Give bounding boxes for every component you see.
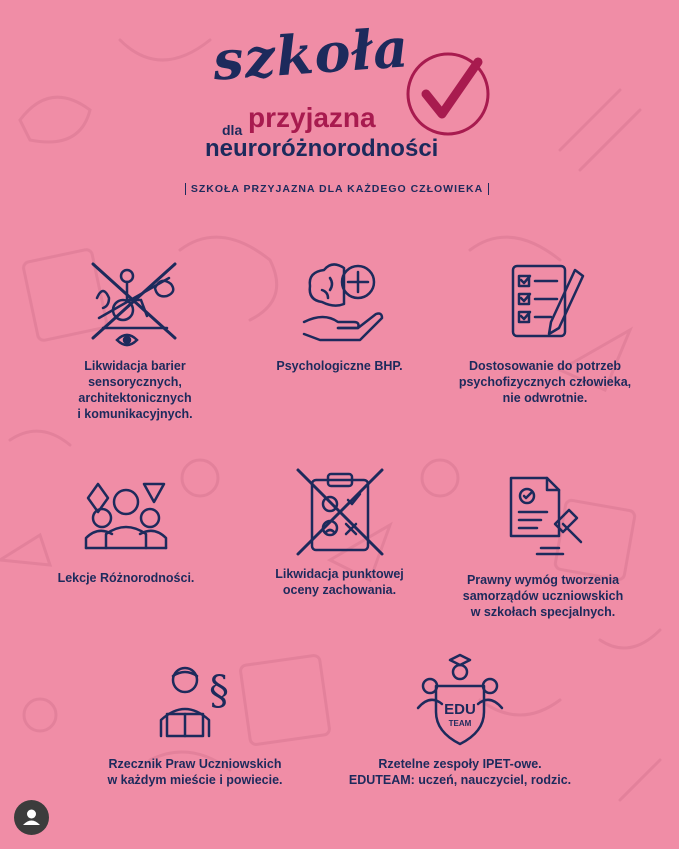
logo-przyjazna: przyjazna	[248, 102, 376, 133]
eduteam-badge-sub: TEAM	[448, 719, 472, 728]
brain-in-hand-icon	[294, 258, 386, 350]
logo-neurorozno: neuroróżnorodności	[205, 135, 439, 162]
user-icon	[14, 800, 49, 835]
checkmark-circle-icon	[402, 48, 494, 140]
logo	[0, 0, 679, 200]
diverse-group-icon	[80, 470, 172, 562]
item-barriers	[40, 258, 230, 422]
caption-diversity-lessons: Lekcje Różnorodności.	[57, 571, 195, 585]
item-student-councils	[448, 472, 638, 620]
caption-behavior-grade: Likwidacja punktowej oceny zachowania.	[275, 567, 404, 597]
caption-student-councils: Prawny wymóg tworzenia samorządów uczniowskich w szkołach specjalnych.	[462, 573, 624, 619]
item-psych-bhp	[242, 258, 437, 374]
caption-psych-bhp: Psychologiczne BHP.	[276, 359, 403, 373]
avatar[interactable]	[14, 800, 49, 835]
item-behavior-grade	[242, 466, 437, 598]
caption-adaptation: Dostosowanie do potrzeb psychofizycznych człowieka, nie odwrotnie.	[458, 359, 632, 405]
legal-document-gavel-icon	[497, 472, 589, 564]
item-student-advocate	[95, 656, 295, 788]
accessibility-barriers-crossed-icon	[89, 258, 181, 350]
caption-barriers: Likwidacja barier sensorycznych, architektonicznych i komunikacyjnych.	[77, 359, 193, 421]
svg-text:§: §	[209, 668, 229, 714]
logo-dla: dla	[222, 122, 243, 138]
item-adaptation	[445, 258, 645, 406]
tagline: SZKOŁA PRZYJAZNA DLA KAŻDEGO CZŁOWIEKA	[185, 183, 489, 195]
crossed-behavior-grade-clipboard-icon	[294, 466, 386, 558]
item-eduteam	[340, 652, 580, 788]
caption-student-advocate: Rzecznik Praw Uczniowskich w każdym mieście i powiecie.	[107, 757, 283, 787]
eduteam-badge-text: EDU	[444, 701, 476, 718]
student-advocate-paragraph-icon	[149, 656, 241, 748]
logo-script-word: szkoła	[210, 15, 412, 93]
caption-eduteam: Rzetelne zespoły IPET-owe. EDUTEAM: uczeń, nauczyciel, rodzic.	[348, 757, 572, 787]
eduteam-shield-icon	[414, 652, 506, 748]
item-diversity-lessons	[40, 470, 212, 586]
checklist-pencil-icon	[499, 258, 591, 350]
